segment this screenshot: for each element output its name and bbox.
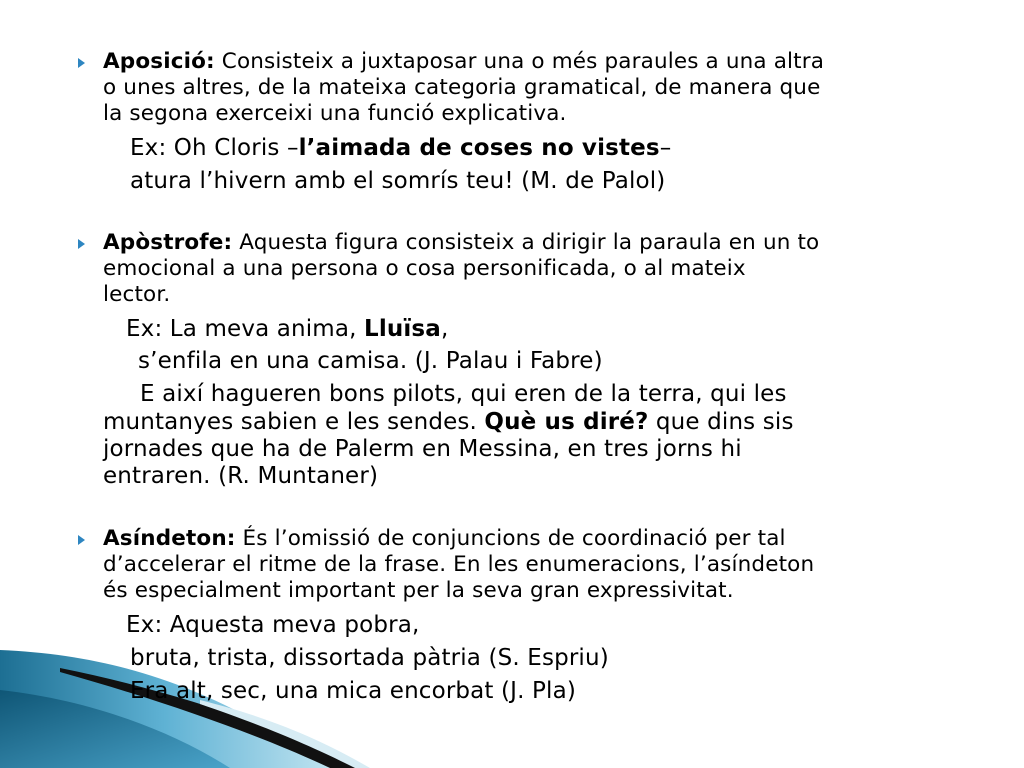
- example-line: jornades que ha de Palerm en Messina, en tres jorns hi: [103, 436, 742, 462]
- example-line: Ex: Aquesta meva pobra,: [126, 612, 420, 638]
- bullet-arrow-icon: [78, 535, 85, 545]
- example-line: Ex: La meva anima, Lluïsa,: [126, 316, 449, 342]
- definition-line: la segona exerceixi una funció explicativa.: [103, 101, 567, 126]
- definition-line: emocional a una persona o cosa personificada, o al mateix: [103, 256, 746, 281]
- term-asindeton: Asíndeton:: [103, 526, 236, 551]
- term-apostrofe: Apòstrofe:: [103, 230, 233, 255]
- term-aposicio: Aposició:: [103, 49, 215, 74]
- definition-line: o unes altres, de la mateixa categoria gramatical, de manera que: [103, 75, 821, 100]
- example-line: E així hagueren bons pilots, qui eren de la terra, qui les: [140, 381, 787, 407]
- definition-line: Aposició: Consisteix a juxtaposar una o més paraules a una altra: [103, 49, 825, 74]
- bullet-arrow-icon: [78, 58, 85, 68]
- definition-line: Apòstrofe: Aquesta figura consisteix a dirigir la paraula en un to: [103, 230, 820, 255]
- example-line: Ex: Oh Cloris –l’aimada de coses no vistes–: [130, 135, 672, 161]
- example-line: Era alt, sec, una mica encorbat (J. Pla): [130, 678, 576, 704]
- example-line: muntanyes sabien e les sendes. Què us diré? que dins sis: [103, 409, 794, 435]
- definition-line: lector.: [103, 282, 171, 307]
- example-line: bruta, trista, dissortada pàtria (S. Espriu): [130, 645, 609, 671]
- bullet-arrow-icon: [78, 239, 85, 249]
- example-line: atura l’hivern amb el somrís teu! (M. de Palol): [130, 168, 666, 194]
- definition-line: Asíndeton: És l’omissió de conjuncions de coordinació per tal: [103, 526, 786, 551]
- example-line: entraren. (R. Muntaner): [103, 463, 379, 489]
- definition-line: és especialment important per la seva gran expressivitat.: [103, 578, 734, 603]
- definition-line: d’accelerar el ritme de la frase. En les enumeracions, l’asíndeton: [103, 552, 815, 577]
- example-line: s’enfila en una camisa. (J. Palau i Fabre): [138, 348, 603, 374]
